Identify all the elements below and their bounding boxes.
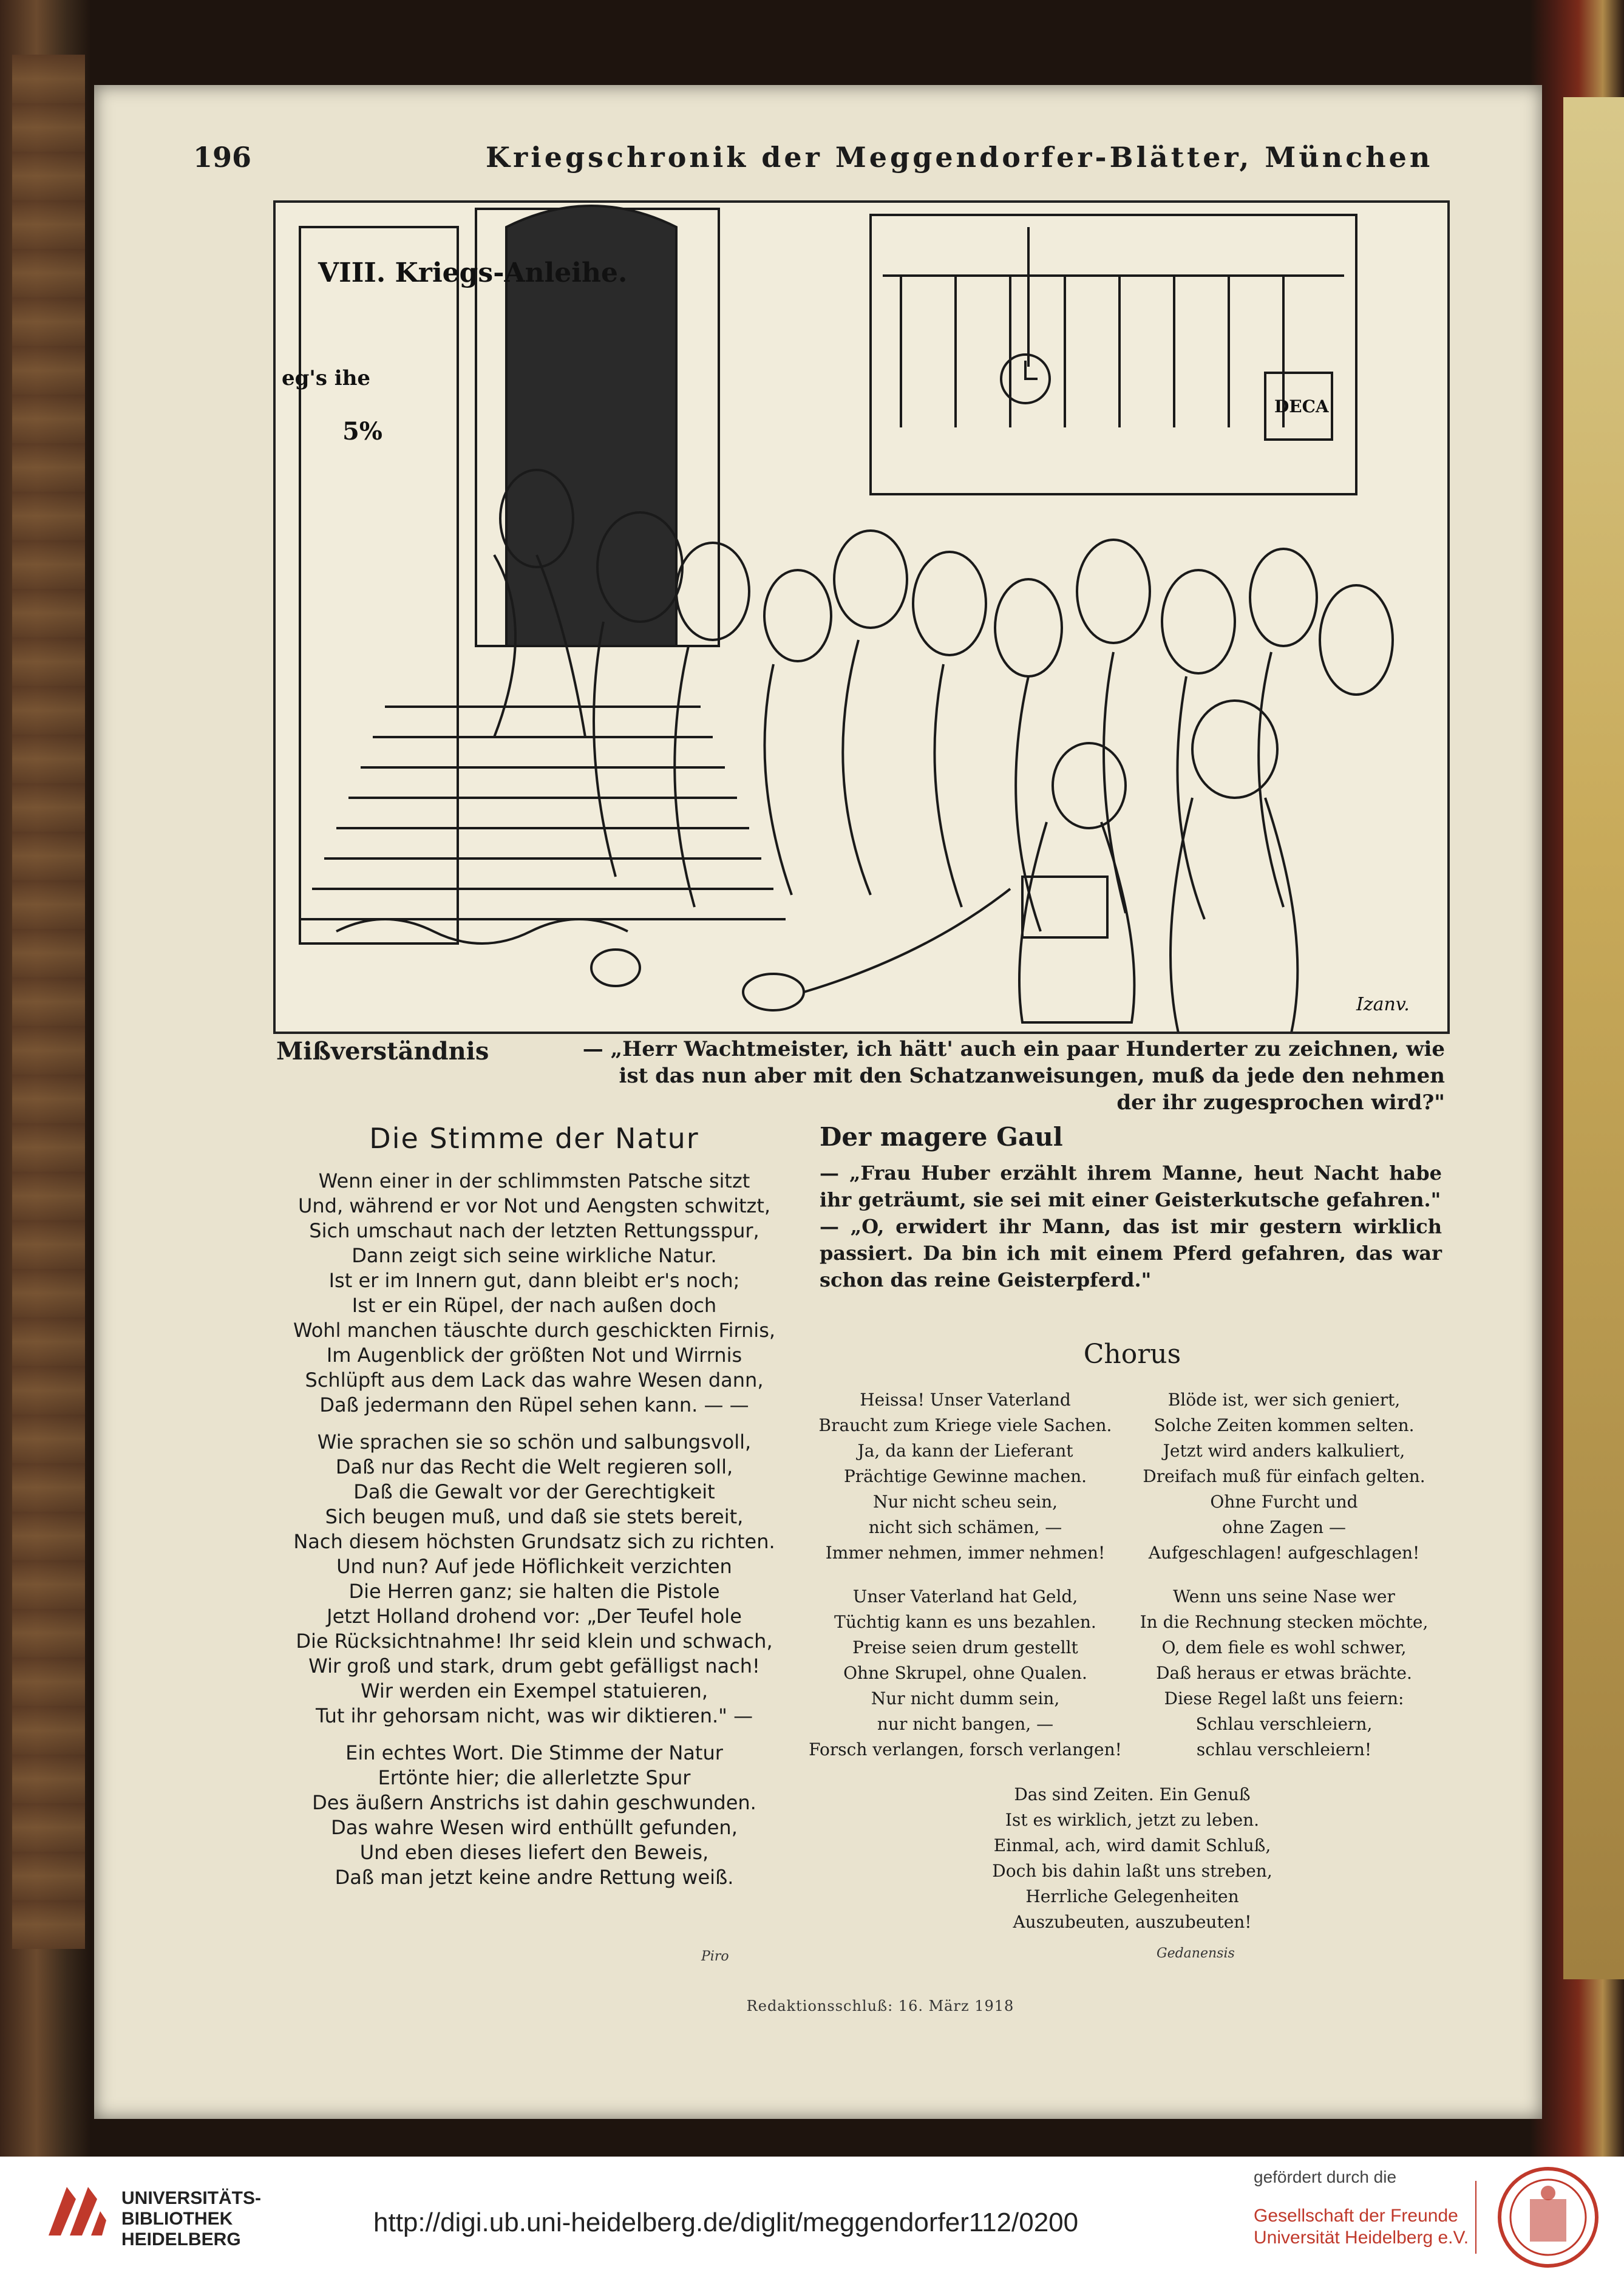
poem-stanza: Ein echtes Wort. Die Stimme der Natur Ertönte hier; die allerletzte Spur Des äußern Anstrichs ist dahin geschwunden. Das wahre Wesen wird enthüllt gefunden, Und eben dieses liefert den Beweis, Daß man jetzt keine andre Rettung weiß. — [312, 1741, 756, 1889]
poem-stanza: Wenn einer in der schlimmsten Patsche sitzt Und, während er vor Not und Aengsten schwitzt, Sich umschaut nach der letzten Rettungsspur, Dann zeigt sich seine wirkliche Natur. Ist er im Innern gut, dann bleibt er's noch; Ist er ein Rüpel, der nach außen doch Wohl manchen täuschte durch geschickten Firnis, Im Augenblick der größten Not und Wirrnis Schlüpft aus dem Lack das wahre Wesen dann, Daß jedermann den Rüpel sehen kann. — — — [293, 1169, 776, 1416]
permalink-url[interactable]: http://digi.ub.uni-heidelberg.de/diglit/meggendorfer112/0200 — [373, 2208, 1079, 2237]
chorus-author: Gedanensis — [1157, 1946, 1235, 1961]
caption-text: — „Herr Wachtmeister, ich hätt' auch ein paar Hunderter zu zeichnen, wie ist das nun aber mit den Schatzanweisungen, muß da jede den nehmen der ihr zugesprochen wird?" — [582, 1037, 1445, 1115]
university-seal-icon — [1497, 2166, 1600, 2269]
editorial-deadline: Redaktionsschluß: 16. März 1918 — [746, 1997, 1014, 2014]
divider — [1475, 2181, 1476, 2254]
library-footer-bar — [0, 2157, 1624, 2278]
society-name: Gesellschaft der Freunde Universität Heidelberg e.V. — [1254, 2206, 1469, 2248]
cartoon-drawing — [276, 203, 1447, 1032]
poem-body — [261, 1169, 807, 1902]
poem-author: Piro — [701, 1949, 729, 1964]
running-title: Kriegschronik der Meggendorfer-Blätter, München — [486, 141, 1433, 174]
percent-sign: 5% — [342, 417, 382, 446]
university-library-logo-icon — [42, 2181, 109, 2242]
chorus-stanza: Heissa! Unser Vaterland Braucht zum Kriege viele Sachen. Ja, da kann der Lieferant Prächtige Gewinne machen. Nur nicht scheu sein, nicht sich schämen, — Immer nehmen, immer nehmen! — [818, 1390, 1112, 1563]
war-loan-sign: VIII. Kriegs-Anleihe. — [318, 257, 628, 288]
cartoon-illustration — [273, 200, 1450, 1034]
institution-name: UNIVERSITÄTS- BIBLIOTHEK HEIDELBERG — [121, 2188, 262, 2249]
chorus-final-stanza: Das sind Zeiten. Ein Genuß Ist es wirklich, jetzt zu leben. Einmal, ach, wird damit Schluß, Doch bis dahin laßt uns streben, Herrliche Gelegenheiten Auszubeuten, auszubeuten! — [992, 1784, 1272, 1932]
chorus-title: Chorus — [1083, 1339, 1181, 1370]
book-spine — [12, 55, 85, 1949]
adjacent-page-edge — [1563, 97, 1624, 1979]
artist-signature: Izanv. — [1356, 994, 1410, 1015]
chorus-stanza: Wenn uns seine Nase wer In die Rechnung stecken möchte, O, dem fiele es wohl schwer, Daß heraus er etwas brächte. Diese Regel laßt uns feiern: Schlau verschleiern, schlau verschleiern! — [1140, 1586, 1429, 1759]
page-number: 196 — [193, 141, 252, 174]
poem-title: Die Stimme der Natur — [369, 1122, 699, 1155]
chorus-stanza: Blöde ist, wer sich geniert, Solche Zeiten kommen selten. Jetzt wird anders kalkuliert, Dreifach muß für einfach gelten. Ohne Furcht und ohne Zagen — Aufgeschlagen! aufgeschlagen! — [1143, 1390, 1425, 1563]
chorus-column-left — [807, 1387, 1123, 1781]
chorus-column-right — [1126, 1387, 1442, 1781]
partial-sign: eg's ihe — [282, 366, 371, 390]
chorus-stanza: Unser Vaterland hat Geld, Tüchtig kann es uns bezahlen. Preise seien drum gestellt Ohne Skrupel, ohne Qualen. Nur nicht dumm sein, nur nicht bangen, — Forsch verlangen, forsch verlangen! — [809, 1586, 1122, 1759]
poem-stanza: Wie sprachen sie so schön und salbungsvoll, Daß nur das Recht die Welt regieren soll, Daß die Gewalt vor der Gerechtigkeit Sich beugen muß, und daß sie stets bereit, Nach diesem höchsten Grundsatz sich zu richten. Und nun? Auf jede Höflichkeit verzichten Die Herren ganz; sie halten die Pistole Jetzt Holland drohend vor: „Der Teufel hole Die Rücksichtnahme! Ihr seid klein und schwach, Wir groß und stark, drum gebt gefälligst nach! Wir werden ein Exempel statuieren, Tut ihr gehorsam nicht, was wir diktieren." — — [293, 1430, 775, 1727]
anecdote-text: — „Frau Huber erzählt ihrem Manne, heut Nacht habe ihr geträumt, sie sei mit einer Geisterkutsche gefahren." — „O, erwidert ihr Mann, das ist mir gestern wirklich passiert. Da bin ich mit einem Pferd gefahren, das war schon das reine Geisterpferd." — [820, 1161, 1442, 1291]
funded-by-label: gefördert durch die — [1254, 2168, 1397, 2186]
deca-sign: DECA — [1274, 396, 1329, 416]
caption-title: Mißverständnis — [276, 1037, 489, 1066]
anecdote-title: Der magere Gaul — [820, 1122, 1063, 1152]
